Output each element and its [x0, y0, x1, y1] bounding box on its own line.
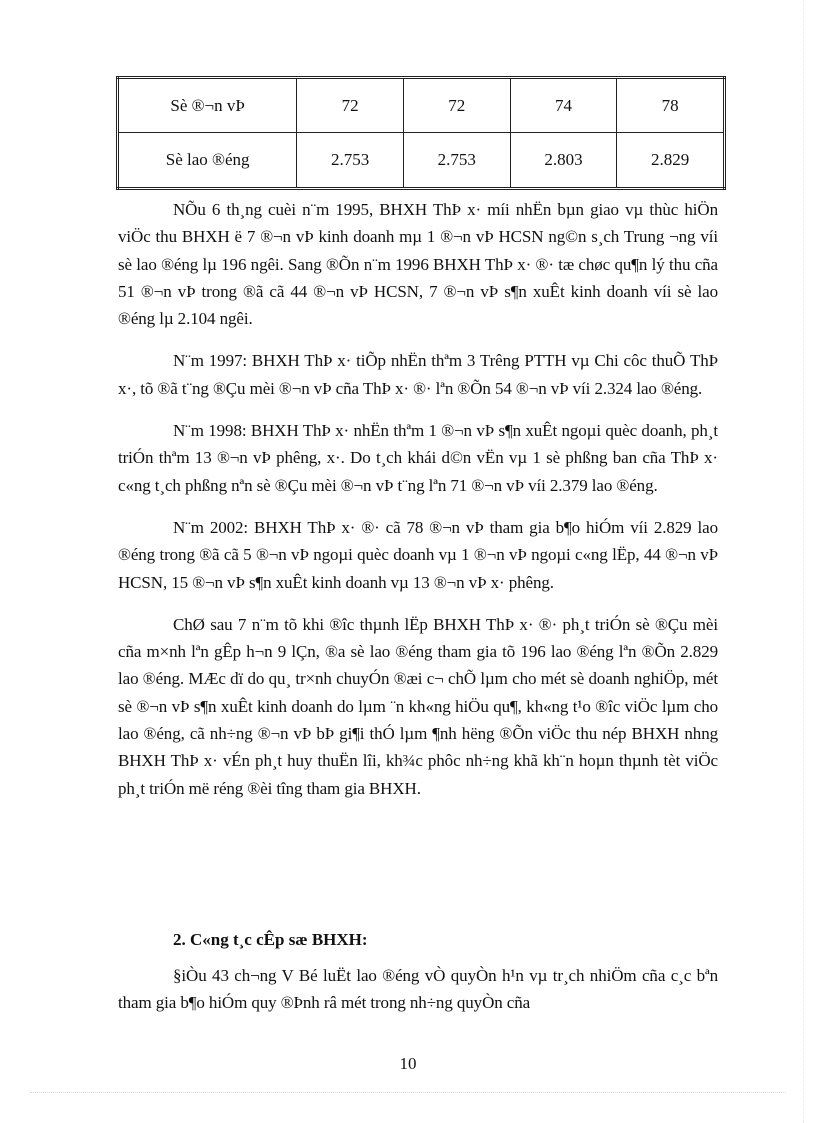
section-heading: 2. C«ng t¸c cÊp sæ BHXH: [173, 930, 368, 949]
table-row [118, 78, 725, 133]
table-cell: 74 [510, 78, 617, 133]
paragraph: N¨m 1997: BHXH ThÞ x· tiÕp nhËn thªm 3 Trêng PTTH vµ Chi côc thuÕ ThÞ x·, tõ ®ã t¨ng ®Çu mèi ®¬n vÞ cña ThÞ x· ®· lªn ®Õn 54 ®¬n vÞ víi 2.324 lao ®éng. [118, 351, 718, 398]
table-cell: 2.829 [617, 133, 725, 189]
table-cell: 78 [617, 78, 725, 133]
table-cell: 2.753 [297, 133, 404, 189]
footer-divider [30, 1092, 786, 1093]
row-label: Sè lao ®éng [118, 133, 297, 189]
margin-divider [803, 0, 804, 1123]
paragraph: N¨m 1998: BHXH ThÞ x· nhËn thªm 1 ®¬n vÞ s¶n xuÊt ngoµi quèc doanh, ph¸t triÓn thªm 13 ®¬n vÞ phêng, x·. Do t¸ch khái d©n vËn vµ 1 sè phßng ban cña ThÞ x· c«ng t¸ch phßng nªn sè ®Çu mèi ®¬n vÞ t¨ng lªn 71 ®¬n vÞ víi 2.379 lao ®éng. [118, 421, 718, 495]
paragraph: §iÒu 43 ch¬ng V Bé luËt lao ®éng vÒ quyÒn h¹n vµ tr¸ch nhiÖm cña c¸c bªn tham gia b¶o hiÓm quy ®Þnh râ mét trong nh÷ng quyÒn cña [118, 966, 718, 1013]
paragraph: NÕu 6 th¸ng cuèi n¨m 1995, BHXH ThÞ x· míi nhËn bµn giao vµ thùc hiÖn viÖc thu BHXH ë 7 ®¬n vÞ kinh doanh mµ 1 ®¬n vÞ HCSN ng©n s¸ch Trung ¬ng víi sè lao ®éng lµ 196 ngêi. Sang ®Õn n¨m 1996 BHXH ThÞ x· ®· tæ chøc qu¶n lý thu cña 51 ®¬n vÞ trong ®ã cã 44 ®¬n vÞ HCSN, 7 ®¬n vÞ s¶n xuÊt kinh doanh víi sè lao ®éng lµ 2.104 ngêi. [118, 200, 718, 329]
statistics-table [116, 76, 726, 190]
table-cell: 2.803 [510, 133, 617, 189]
table-cell: 2.753 [403, 133, 510, 189]
paragraph: N¨m 2002: BHXH ThÞ x· ®· cã 78 ®¬n vÞ tham gia b¶o hiÓm víi 2.829 lao ®éng trong ®ã cã 5 ®¬n vÞ ngoµi quèc doanh vµ 1 ®¬n vÞ ngoµi c«ng lËp, 44 ®¬n vÞ HCSN, 15 ®¬n vÞ s¶n xuÊt kinh doanh vµ 13 ®¬n vÞ x· phêng. [118, 517, 718, 592]
page-number: 10 [399, 1054, 417, 1073]
row-label: Sè ®¬n vÞ [118, 78, 297, 133]
table-row [118, 133, 725, 189]
table-cell: 72 [297, 78, 404, 133]
body-text [118, 196, 718, 802]
paragraph: ChØ sau 7 n¨m tõ khi ®îc thµnh lËp BHXH ThÞ x· ®· ph¸t triÓn sè ®Çu mèi cña m×nh lªn gÊp h¬n 9 lÇn, ®a sè lao ®éng tham gia tõ 196 lao ®éng lªn ®Õn 2.829 lao ®éng. MÆc dï do qu¸ tr×nh chuyÓn ®æi c¬ chÕ lµm cho mét sè doanh nghiÖp, mét sè ®¬n vÞ s¶n xuÊt kinh doanh do lµm ¨n kh«ng hiÖu qu¶, kh«ng t¹o ®îc viÖc lµm cho lao ®éng, cã nh÷ng ®¬n vÞ bÞ gi¶i thÓ lµm ¶nh hëng ®Õn viÖc thu nép BHXH nhng BHXH ThÞ x· vÉn ph¸t huy thuËn lîi, kh¾c phôc nh÷ng khã kh¨n hoµn thµnh tèt viÖc ph¸t triÓn më réng ®èi tîng tham gia BHXH. [118, 614, 718, 798]
table-cell: 72 [403, 78, 510, 133]
